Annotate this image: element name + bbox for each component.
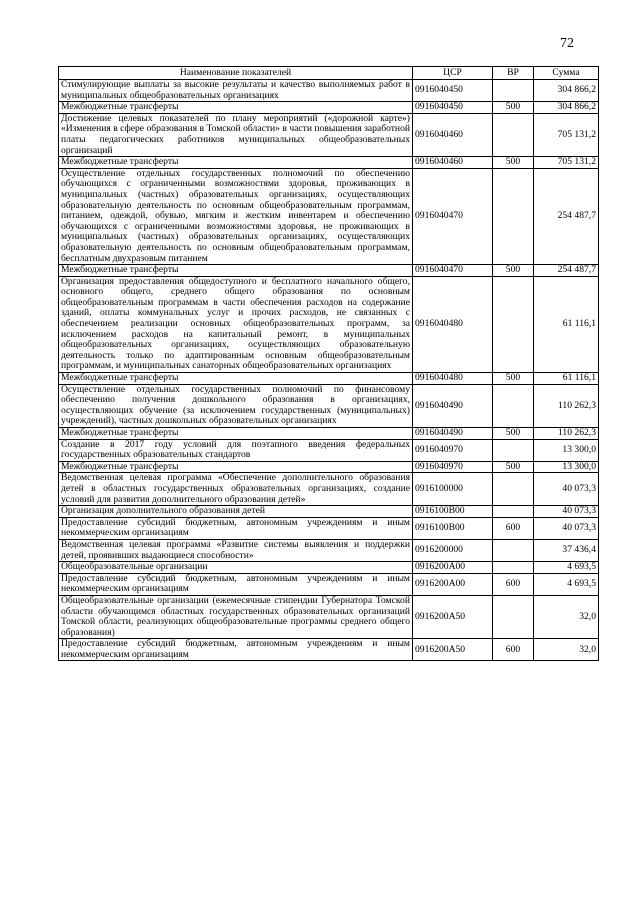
table-row (59, 384, 599, 427)
row-csr: 0916100В00 (413, 517, 493, 539)
row-name: Ведомственная целевая программа «Развитие системы выявления и поддержки детей, проявивших выдающиеся способности» (59, 539, 413, 561)
row-name: Межбюджетные трансферты (59, 157, 413, 169)
row-name: Межбюджетные трансферты (59, 265, 413, 277)
row-sum: 13 300,0 (534, 461, 599, 473)
row-vr (493, 168, 534, 264)
row-name: Общеобразовательные организации (ежемесячные стипендии Губернатора Томской области обучающимся областных государственных образовательных организаций Томской области, реализующих общеобразовательные программы среднего общего образования) (59, 595, 413, 638)
row-name: Межбюджетные трансферты (59, 428, 413, 440)
row-vr (493, 473, 534, 506)
row-vr: 500 (493, 157, 534, 169)
row-sum: 32,0 (534, 595, 599, 638)
row-csr: 0916100В00 (413, 506, 493, 518)
row-name: Достижение целевых показателей по плану мероприятий («дорожной карте») «Изменения в сфере образования в Томской области» в части повышения заработной платы педагогических работников муниципальных общеобразовательных организаций (59, 113, 413, 156)
row-sum: 705 131,2 (534, 113, 599, 156)
row-name: Ведомственная целевая программа «Обеспечение дополнительного образования детей в областных государственных образовательных организациях, создание условий для развития дополнительного образования детей» (59, 473, 413, 506)
table-row (59, 573, 599, 595)
row-vr: 600 (493, 517, 534, 539)
row-vr: 500 (493, 265, 534, 277)
budget-table (58, 66, 599, 661)
row-vr (493, 439, 534, 461)
row-csr: 0916040490 (413, 428, 493, 440)
row-name: Организация предоставления общедоступного и бесплатного начального общего, основного общего, среднего общего образования по основным общеобразовательным программам в части обеспечения расходов на содержание зданий, оплаты коммунальных услуг и прочих расходов, не связанных с обеспечением реализации основных общеобразовательных программ, за исключением расходов на капитальный ремонт, в муниципальных общеобразовательных организациях, осуществляющих образовательную деятельность только по адаптированным основным общеобразовательным программам, и муниципальных санаторных общеобразовательных организациях (59, 276, 413, 372)
row-sum: 705 131,2 (534, 157, 599, 169)
row-csr: 0916040480 (413, 276, 493, 372)
row-sum: 304 866,2 (534, 102, 599, 114)
row-vr (493, 539, 534, 561)
row-csr: 0916040480 (413, 373, 493, 385)
header-sum: Сумма (534, 67, 599, 80)
row-sum: 110 262,3 (534, 384, 599, 427)
row-csr: 0916040470 (413, 168, 493, 264)
row-sum: 61 116,1 (534, 276, 599, 372)
row-name: Стимулирующие выплаты за высокие результаты и качество выполняемых работ в муниципальных общеобразовательных организациях (59, 80, 413, 102)
row-vr (493, 506, 534, 518)
row-name: Осуществление отдельных государственных полномочий по финансовому обеспечению получения дошкольного образования в организациях, осуществляющих обучение (за исключением государственных (муниципальных) учреждений), частных дошкольных образовательных организациях (59, 384, 413, 427)
row-name: Осуществление отдельных государственных полномочий по обеспечению обучающихся с ограниченными возможностями здоровья, проживающих в муниципальных (частных) образовательных организациях, осуществляющих образовательную деятельность по основным общеобразовательным программам, питанием, одеждой, обувью, мягким и жестким инвентарем и обеспечению обучающихся с ограниченными возможностями здоровья, не проживающих в муниципальных (частных) образовательных организациях, осуществляющих образовательную деятельность по основным общеобразовательным программам, бесплатным двухразовым питанием (59, 168, 413, 264)
row-sum: 32,0 (534, 639, 599, 661)
row-sum: 254 487,7 (534, 265, 599, 277)
table-row (59, 373, 599, 385)
row-csr: 0916200А50 (413, 639, 493, 661)
row-vr (493, 113, 534, 156)
row-csr: 0916200000 (413, 539, 493, 561)
row-name: Общеобразовательные организации (59, 562, 413, 574)
row-csr: 0916200А00 (413, 562, 493, 574)
row-sum: 254 487,7 (534, 168, 599, 264)
row-name: Создание в 2017 году условий для поэтапного введения федеральных государственных образовательных стандартов (59, 439, 413, 461)
row-sum: 304 866,2 (534, 80, 599, 102)
row-vr (493, 595, 534, 638)
row-csr: 0916040450 (413, 102, 493, 114)
table-row (59, 461, 599, 473)
table-row (59, 473, 599, 506)
row-vr: 500 (493, 373, 534, 385)
table-row (59, 539, 599, 561)
table-row (59, 562, 599, 574)
row-sum: 40 073,3 (534, 506, 599, 518)
row-vr: 500 (493, 428, 534, 440)
row-vr (493, 276, 534, 372)
table-row (59, 439, 599, 461)
table-row (59, 506, 599, 518)
table-row (59, 595, 599, 638)
table-row (59, 276, 599, 372)
table-header-row (59, 67, 599, 80)
table-row (59, 113, 599, 156)
row-csr: 0916040970 (413, 439, 493, 461)
row-vr: 500 (493, 102, 534, 114)
table-row (59, 157, 599, 169)
row-csr: 0916040460 (413, 157, 493, 169)
row-csr: 0916040490 (413, 384, 493, 427)
row-csr: 0916040460 (413, 113, 493, 156)
table-row (59, 102, 599, 114)
row-sum: 61 116,1 (534, 373, 599, 385)
row-sum: 4 693,5 (534, 573, 599, 595)
row-sum: 13 300,0 (534, 439, 599, 461)
page-number: 72 (560, 36, 574, 51)
table-row (59, 428, 599, 440)
row-vr (493, 562, 534, 574)
table-row (59, 517, 599, 539)
row-vr: 600 (493, 573, 534, 595)
table-row (59, 80, 599, 102)
row-csr: 0916200А00 (413, 573, 493, 595)
row-csr: 0916040450 (413, 80, 493, 102)
row-sum: 110 262,3 (534, 428, 599, 440)
row-name: Организация дополнительного образования детей (59, 506, 413, 518)
row-name: Межбюджетные трансферты (59, 461, 413, 473)
row-sum: 40 073,3 (534, 473, 599, 506)
table-row (59, 639, 599, 661)
row-name: Предоставление субсидий бюджетным, автономным учреждениям и иным некоммерческим организациям (59, 639, 413, 661)
row-vr: 600 (493, 639, 534, 661)
row-csr: 0916040470 (413, 265, 493, 277)
table-row (59, 265, 599, 277)
row-vr (493, 384, 534, 427)
table-row (59, 168, 599, 264)
row-csr: 0916040970 (413, 461, 493, 473)
row-csr: 0916100000 (413, 473, 493, 506)
row-sum: 40 073,3 (534, 517, 599, 539)
row-sum: 4 693,5 (534, 562, 599, 574)
row-name: Предоставление субсидий бюджетным, автономным учреждениям и иным некоммерческим организациям (59, 573, 413, 595)
row-name: Предоставление субсидий бюджетным, автономным учреждениям и иным некоммерческим организациям (59, 517, 413, 539)
header-csr: ЦСР (413, 67, 493, 80)
row-vr (493, 80, 534, 102)
row-name: Межбюджетные трансферты (59, 373, 413, 385)
row-vr: 500 (493, 461, 534, 473)
row-name: Межбюджетные трансферты (59, 102, 413, 114)
row-csr: 0916200А50 (413, 595, 493, 638)
header-name: Наименование показателей (59, 67, 413, 80)
header-vr: ВР (493, 67, 534, 80)
row-sum: 37 436,4 (534, 539, 599, 561)
